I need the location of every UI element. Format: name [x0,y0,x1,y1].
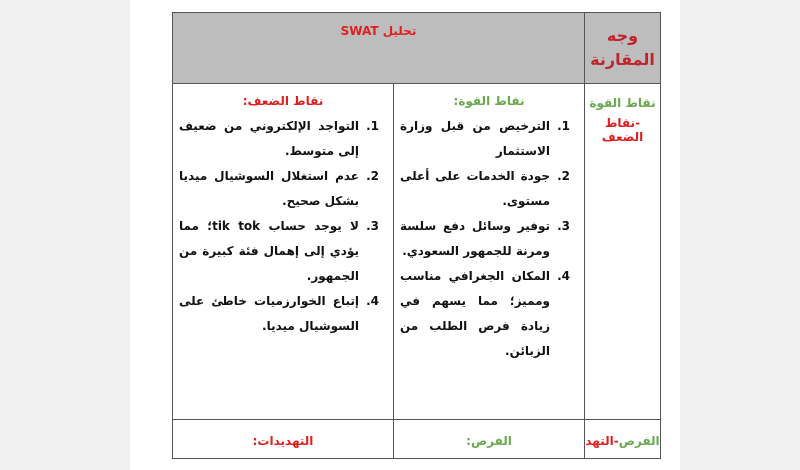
threats-cell [173,420,394,459]
strengths-heading: نقاط القوة: [453,94,525,108]
item-number: 1. [366,119,379,133]
list-item [179,164,385,214]
item-text: إتباع الخوارزميات خاطئ على السوشيال ميديا. [179,294,359,333]
strengths-weaknesses-row [173,84,661,420]
item-text: الترخيص من قبل وزارة الاستثمار [400,119,550,158]
item-text: عدم استغلال السوشيال ميديا بشكل صحيح. [179,169,359,208]
list-item [400,264,576,364]
item-text: لا يوجد حساب tik tok؛ مما يؤدي إلى إهمال فئة كبيرة من الجمهور. [179,219,359,283]
swot-title-cell [173,13,585,84]
item-number: 4. [366,294,379,308]
item-number: 4. [557,269,570,283]
header-row [173,13,661,84]
item-text: المكان الجغرافي مناسب ومميز؛ مما يسهم في زيادة فرص الطلب من الزبائن. [400,269,550,358]
list-item [179,289,385,339]
ot-label-cell [585,420,661,459]
swat-table [172,12,661,459]
compare-header-line1: وجه [606,26,639,45]
strengths-label: نقاط القوة [589,96,656,110]
item-number: 3. [557,219,570,233]
threats-label: التهد [585,433,614,448]
compare-header-cell [585,13,661,84]
item-text: جودة الخدمات على أعلى مستوى. [400,169,550,208]
weaknesses-heading: نقاط الضعف: [242,94,324,108]
ot-dash: - [613,433,619,448]
list-item [400,164,576,214]
item-number: 3. [366,219,379,233]
opportunities-threats-row [173,420,661,459]
compare-header-line2: المقارنة [590,50,655,69]
opportunities-cell [394,420,585,459]
item-number: 1. [557,119,570,133]
item-text: توفير وسائل دفع سلسة ومرنة للجمهور السعودي. [400,219,550,258]
list-item [179,114,385,164]
opportunities-label: الفرص [618,433,660,448]
opportunities-heading: الفرص: [466,433,512,448]
threats-heading: التهديدات: [252,433,314,448]
list-item [400,214,576,264]
strengths-cell [394,84,585,420]
page-margin-right [680,0,800,470]
page-margin-left [0,0,130,470]
list-item [179,214,385,289]
item-number: 2. [557,169,570,183]
strengths-list [394,114,584,364]
item-number: 2. [366,169,379,183]
weaknesses-list [173,114,393,339]
swot-title: تحليل SWAT [340,24,417,38]
weaknesses-cell [173,84,394,420]
item-text: التواجد الإلكتروني من ضعيف إلى متوسط. [179,119,359,158]
list-item [400,114,576,164]
weaknesses-label: -نقاط الضعف [601,116,644,144]
sw-label-cell [585,84,661,420]
